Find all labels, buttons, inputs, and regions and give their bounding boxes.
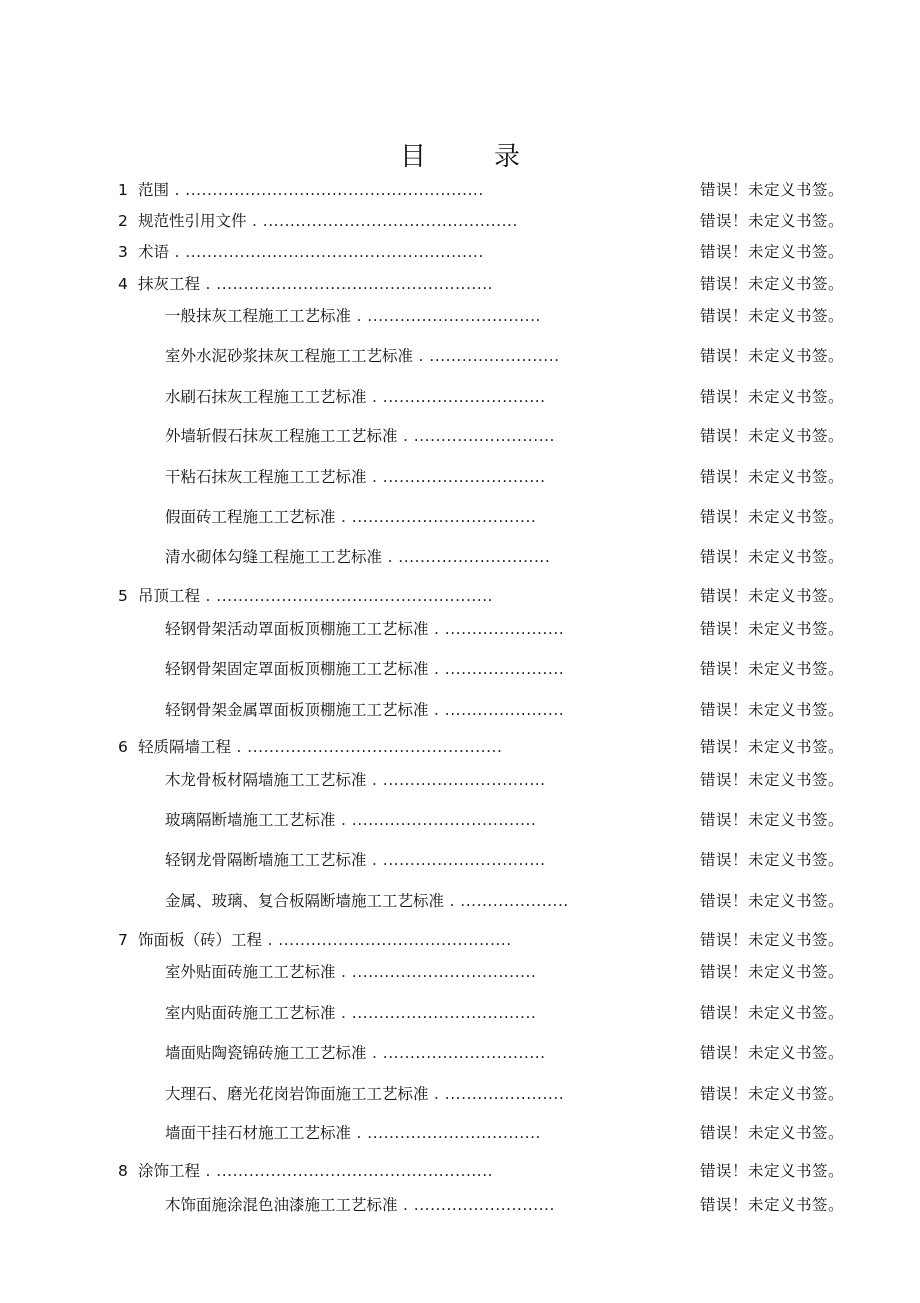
toc-subentry-label: 一般抹灰工程施工工艺标准 . ................................ [165,307,541,325]
toc-subentry-label: 干粘石抹灰工程施工工艺标准 . .............................. [165,468,546,486]
title-char-2: 录 [494,142,521,172]
toc-subentry-page: 错误！未定义书签。 [700,1004,845,1022]
toc-entry[interactable] [0,1159,920,1183]
toc-entry-label: 饰面板（砖）工程 . ........................................... [138,931,512,949]
toc-entry-label: 抹灰工程 . ................................................... [138,275,494,293]
toc-subentry-label: 室外水泥砂浆抹灰工程施工工艺标准 . ........................ [165,347,560,365]
toc-entry-label: 轻质隔墙工程 . ............................................... [138,738,503,756]
toc-subentry-label: 木饰面施涂混色油漆施工工艺标准 . .......................... [165,1196,555,1214]
toc-subentry-label: 外墙斩假石抹灰工程施工工艺标准 . .......................... [165,427,555,445]
toc-entry-number: 6 [118,738,128,756]
toc-subentry[interactable] [0,698,920,722]
toc-subentry-label: 水刷石抹灰工程施工工艺标准 . .............................. [165,388,546,406]
toc-entry-number: 2 [118,212,128,230]
toc-entry-label: 术语 . ....................................................... [138,243,484,261]
toc-entry-label: 范围 . ....................................................... [138,181,484,199]
toc-subentry-label: 假面砖工程施工工艺标准 . .................................. [165,508,537,526]
toc-entry-page: 错误！未定义书签。 [700,243,845,261]
toc-subentry-page: 错误！未定义书签。 [700,660,845,678]
toc-entry[interactable] [0,240,920,264]
toc-subentry[interactable] [0,808,920,832]
toc-subentry-page: 错误！未定义书签。 [700,1085,845,1103]
toc-entry-page: 错误！未定义书签。 [700,212,845,230]
page-title [0,136,920,173]
toc-subentry[interactable] [0,617,920,641]
toc-subentry-page: 错误！未定义书签。 [700,1044,845,1062]
toc-entry-label: 吊顶工程 . ................................................... [138,587,494,605]
toc-subentry-label: 金属、玻璃、复合板隔断墙施工工艺标准 . .................... [165,892,569,910]
toc-subentry-page: 错误！未定义书签。 [700,427,845,445]
toc-subentry-page: 错误！未定义书签。 [700,963,845,981]
toc-subentry[interactable] [0,344,920,368]
toc-subentry-label: 木龙骨板材隔墙施工工艺标准 . .............................. [165,771,546,789]
title-char-1: 目 [399,142,426,172]
toc-subentry-label: 墙面干挂石材施工工艺标准 . ................................ [165,1124,541,1142]
toc-entry[interactable] [0,928,920,952]
toc-subentry-page: 错误！未定义书签。 [700,701,845,719]
toc-subentry-page: 错误！未定义书签。 [700,548,845,566]
toc-entry-page: 错误！未定义书签。 [700,931,845,949]
toc-entry[interactable] [0,272,920,296]
toc-subentry[interactable] [0,1121,920,1145]
toc-subentry-label: 轻钢龙骨隔断墙施工工艺标准 . .............................. [165,851,546,869]
toc-subentry[interactable] [0,889,920,913]
toc-subentry[interactable] [0,304,920,328]
toc-entry-number: 8 [118,1162,128,1180]
toc-entry-page: 错误！未定义书签。 [700,587,845,605]
toc-subentry-page: 错误！未定义书签。 [700,307,845,325]
toc-subentry-page: 错误！未定义书签。 [700,851,845,869]
toc-subentry[interactable] [0,960,920,984]
toc-subentry-page: 错误！未定义书签。 [700,388,845,406]
toc-entry-number: 4 [118,275,128,293]
toc-subentry[interactable] [0,848,920,872]
toc-subentry[interactable] [0,1082,920,1106]
toc-subentry-label: 墙面贴陶瓷锦砖施工工艺标准 . .............................. [165,1044,546,1062]
toc-entry-page: 错误！未定义书签。 [700,738,845,756]
toc-entry[interactable] [0,178,920,202]
toc-subentry[interactable] [0,768,920,792]
toc-subentry[interactable] [0,465,920,489]
toc-entry[interactable] [0,209,920,233]
toc-subentry-page: 错误！未定义书签。 [700,892,845,910]
toc-subentry-label: 室外贴面砖施工工艺标准 . .................................. [165,963,537,981]
toc-subentry-page: 错误！未定义书签。 [700,620,845,638]
toc-entry[interactable] [0,584,920,608]
toc-subentry[interactable] [0,424,920,448]
toc-subentry[interactable] [0,1041,920,1065]
toc-subentry[interactable] [0,505,920,529]
toc-entry-label: 规范性引用文件 . ............................................... [138,212,518,230]
toc-entry[interactable] [0,735,920,759]
toc-subentry-label: 室内贴面砖施工工艺标准 . .................................. [165,1004,537,1022]
toc-subentry-label: 轻钢骨架固定罩面板顶棚施工工艺标准 . ...................... [165,660,565,678]
toc-subentry-label: 轻钢骨架金属罩面板顶棚施工工艺标准 . ...................... [165,701,565,719]
toc-subentry[interactable] [0,385,920,409]
toc-subentry[interactable] [0,657,920,681]
toc-entry-number: 1 [118,181,128,199]
toc-subentry-label: 轻钢骨架活动罩面板顶棚施工工艺标准 . ...................... [165,620,565,638]
toc-entry-number: 7 [118,931,128,949]
toc-subentry-page: 错误！未定义书签。 [700,1196,845,1214]
toc-subentry-label: 清水砌体勾缝工程施工工艺标准 . ............................ [165,548,551,566]
toc-subentry-page: 错误！未定义书签。 [700,468,845,486]
toc-subentry[interactable] [0,1001,920,1025]
toc-subentry-label: 大理石、磨光花岗岩饰面施工工艺标准 . ...................... [165,1085,565,1103]
toc-entry-page: 错误！未定义书签。 [700,275,845,293]
toc-entry-label: 涂饰工程 . ................................................... [138,1162,494,1180]
toc-subentry-label: 玻璃隔断墙施工工艺标准 . .................................. [165,811,537,829]
toc-entry-number: 5 [118,587,128,605]
toc-entry-page: 错误！未定义书签。 [700,1162,845,1180]
toc-entry-number: 3 [118,243,128,261]
toc-subentry-page: 错误！未定义书签。 [700,508,845,526]
toc-subentry-page: 错误！未定义书签。 [700,1124,845,1142]
toc-subentry-page: 错误！未定义书签。 [700,771,845,789]
toc-subentry[interactable] [0,545,920,569]
toc-subentry-page: 错误！未定义书签。 [700,811,845,829]
toc-subentry[interactable] [0,1193,920,1217]
toc-entry-page: 错误！未定义书签。 [700,181,845,199]
toc-subentry-page: 错误！未定义书签。 [700,347,845,365]
